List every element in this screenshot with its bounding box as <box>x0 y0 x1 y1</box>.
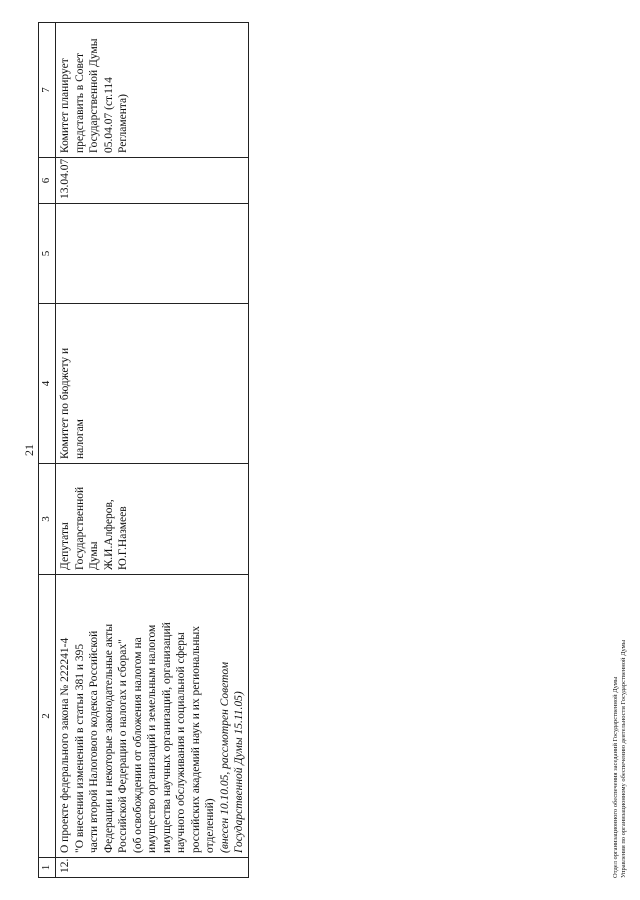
description-line: отделений) <box>204 798 216 853</box>
description-line: российских академий наук и их региональных <box>189 626 202 853</box>
col-header-5: 5 <box>39 204 56 304</box>
authors-cell: Депутаты Государственной Думы Ж.И.Алферов, Ю.Г.Назмеев <box>56 464 249 575</box>
description-line: имущества научных организаций, организаций <box>160 622 173 853</box>
col-header-6: 6 <box>39 158 56 204</box>
col-header-3: 3 <box>39 464 56 575</box>
description-line: имущество организаций и земельным налогом <box>146 624 158 853</box>
bill-description <box>56 575 249 858</box>
description-note-line: Государственной Думы 15.11.05) <box>233 691 245 853</box>
col-header-7: 7 <box>39 23 56 158</box>
page-number: 21 <box>22 444 36 456</box>
status-cell: Комитет планирует представить в Совет Государственной Думы 05.04.07 (ст.114 Регламента) <box>56 23 249 158</box>
col-header-1: 1 <box>39 858 56 878</box>
table-row <box>56 23 249 878</box>
description-note-line: (внесен 10.10.05, рассмотрен Советом <box>218 661 231 853</box>
agenda-table <box>38 22 249 878</box>
column-5-cell <box>56 204 249 304</box>
description-line: Федерации и некоторые законодательные акты <box>102 623 115 853</box>
description-line: (об освобождении от обложения налогом на <box>131 637 144 853</box>
description-line: Российской Федерации о налогах и сборах" <box>117 639 129 853</box>
description-line: "О внесении изменений в статьи 381 и 395 <box>73 643 86 853</box>
col-header-2: 2 <box>39 575 56 858</box>
footer <box>612 640 628 878</box>
committee-cell: Комитет по бюджету и налогам <box>56 304 249 464</box>
header-row <box>39 23 56 878</box>
date-cell: 13.04.07 <box>56 158 249 204</box>
description-line: части второй Налогового кодекса Российской <box>88 630 100 853</box>
row-number: 12. <box>56 858 249 878</box>
footer-line-2: Управления по организационному обеспечению деятельности Государственной Думы <box>620 639 627 878</box>
description-line: научного обслуживания и социальной сферы <box>175 632 187 853</box>
footer-line-1: Отдел организационного обеспечения заседаний Государственной Думы <box>612 676 619 878</box>
col-header-4: 4 <box>39 304 56 464</box>
description-line: О проекте федерального закона № 222241-4 <box>59 637 71 853</box>
